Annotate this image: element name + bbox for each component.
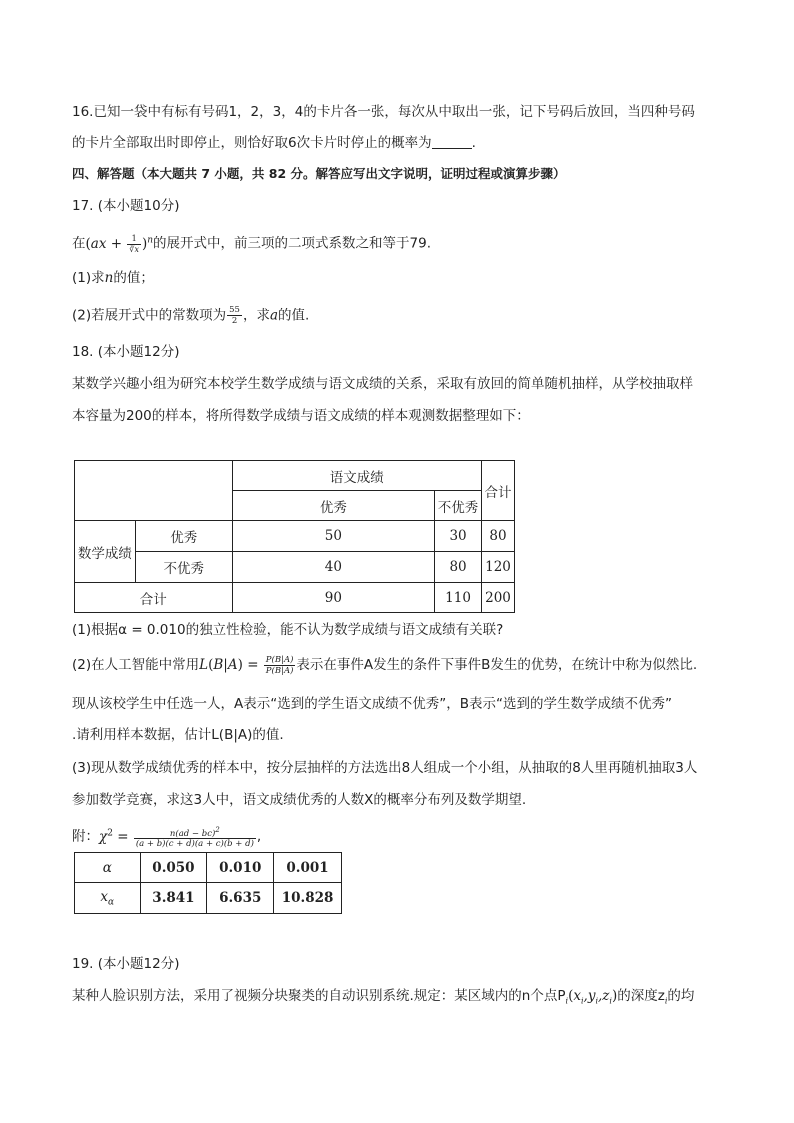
- q17-intro-pre: 在: [72, 235, 86, 252]
- q18-intro1: 某数学兴趣小组为研究本校学生数学成绩与语文成绩的关系，采取有放回的简单随机抽样，从学校抽取样: [72, 376, 693, 392]
- q18-part3-b: 参加数学竞赛，求这3人中，语文成绩优秀的人数X的概率分布列及数学期望.: [72, 792, 527, 808]
- table-cell: 30: [435, 521, 482, 552]
- q18-intro2: 本容量为200的样本，将所得数学成绩与语文成绩的样本观测数据整理如下：: [72, 408, 530, 424]
- table-cell: 3.841: [140, 883, 207, 914]
- chinese-header: 语文成绩: [232, 461, 481, 491]
- q19-line1: 某种人脸识别方法，采用了视频分块聚类的自动识别系统.规定：某区域内的n个点$P_i(x_i,y_i,z_i)$的深度$z_i$的均: [72, 988, 695, 1006]
- q18-part1: (1)根据α = 0.010的独立性检验，能不认为数学成绩与语文成绩有关联?: [72, 622, 504, 638]
- q18-head: 18. (本小题12分): [72, 344, 180, 360]
- appendix: 附：$\chi^2$ = $\frac{n(ad - bc)^2}{(a + b)(c + d)(a + c)(b + d)}$ ,: [72, 824, 262, 850]
- q17-part2-pre: (2)若展开式中的常数项为: [72, 307, 227, 324]
- q18-part2-b: 现从该校学生中任选一人，A表示“选到的学生语文成绩不优秀”，B表示“选到的学生数学成绩不优秀”: [72, 696, 672, 712]
- table-cell: 90: [232, 583, 434, 613]
- q17-head: 17. (本小题10分): [72, 198, 180, 214]
- table-cell: 80: [482, 521, 515, 552]
- q17-part1-text: (1)求: [72, 270, 105, 286]
- contingency-table: [74, 460, 515, 613]
- q18-part2-a: [72, 655, 697, 676]
- q17-part2-var: a: [269, 307, 279, 324]
- col-excellent: 优秀: [232, 491, 434, 521]
- q17-part2: [72, 305, 309, 326]
- table-cell: 0.010: [207, 853, 274, 883]
- q17-part1: [72, 268, 154, 288]
- table-cell: 50: [232, 521, 434, 552]
- table-cell: 6.635: [207, 883, 274, 914]
- likelihood-formula: L(B|A) = $\frac{P(B|A)}{P(B̄|A)}$: [199, 655, 294, 676]
- q16-line2-end: .: [471, 135, 476, 151]
- q16-line2-text: 的卡片全部取出时即停止，则恰好取6次卡片时停止的概率为: [72, 135, 432, 151]
- appendix-label: 附：: [72, 828, 99, 845]
- row-not-excellent: 不优秀: [135, 552, 232, 583]
- math-header: 数学成绩: [75, 521, 136, 583]
- table-cell: 120: [482, 552, 515, 583]
- table-cell: 10.828: [274, 883, 342, 914]
- table-cell: 80: [435, 552, 482, 583]
- col-not-excellent: 不优秀: [435, 491, 482, 521]
- row-total: 合计: [75, 583, 233, 613]
- q19-head: 19. (本小题12分): [72, 956, 180, 972]
- x-alpha-header: $x_\alpha$: [75, 883, 141, 914]
- fraction-denominator: 2: [231, 316, 238, 326]
- table-cell: 0.001: [274, 853, 342, 883]
- q17-intro: [72, 230, 431, 255]
- q17-part2-post: 的值.: [278, 307, 310, 324]
- chi-square-formula: $\chi^2$ = $\frac{n(ad - bc)^2}{(a + b)(c + d)(a + c)(b + d)}$: [99, 824, 254, 850]
- table-cell: 40: [232, 552, 434, 583]
- corner-cell: [75, 461, 233, 521]
- q18-part2-c: .请利用样本数据，估计L(B|A)的值.: [72, 727, 284, 743]
- table-cell: 0.050: [140, 853, 207, 883]
- q17-part2-mid: ，求: [242, 307, 270, 324]
- total-header: 合计: [482, 461, 515, 521]
- q17-part1-post: 的值；: [113, 270, 154, 286]
- q19-line1-end: 的均: [667, 988, 695, 1004]
- fraction-numerator: 55: [229, 305, 240, 315]
- q18-part3-a: (3)现从数学成绩优秀的样本中，按分层抽样的方法选出8人组成一个小组，从抽取的8人里再随机抽取3人: [72, 760, 698, 776]
- q16-line1: 16.已知一袋中有标有号码1，2，3，4的卡片各一张，每次从中取出一张，记下号码后放回，当四种号码: [72, 104, 695, 120]
- critical-value-table: [74, 852, 342, 914]
- point-coords: $_i(x_i,y_i,z_i)$: [565, 988, 618, 1006]
- table-cell: 110: [435, 583, 482, 613]
- answer-blank: [432, 134, 472, 149]
- binomial-expression: (ax + $\frac{1}{∛x}$ )$^n$: [85, 233, 154, 254]
- q18-part2-a-pre: (2)在人工智能中常用: [72, 657, 200, 673]
- section-title: 四、解答题（本大题共 7 小题，共 82 分。解答应写出文字说明，证明过程或演算步骤）: [72, 166, 566, 181]
- row-excellent: 优秀: [135, 521, 232, 552]
- q19-line1-text: 某种人脸识别方法，采用了视频分块聚类的自动识别系统.规定：某区域内的n个点P: [72, 988, 566, 1004]
- q17-part1-var: n: [104, 270, 114, 286]
- table-cell: 200: [482, 583, 515, 613]
- alpha-header: α: [75, 853, 141, 883]
- q18-part2-a-post: 表示在事件A发生的条件下事件B发生的优势，在统计中称为似然比.: [296, 657, 698, 673]
- q17-intro-post: 的展开式中，前三项的二项式系数之和等于79.: [153, 235, 432, 252]
- q19-line1-tail: 的深度z: [617, 988, 665, 1004]
- q16-line2: [72, 133, 476, 153]
